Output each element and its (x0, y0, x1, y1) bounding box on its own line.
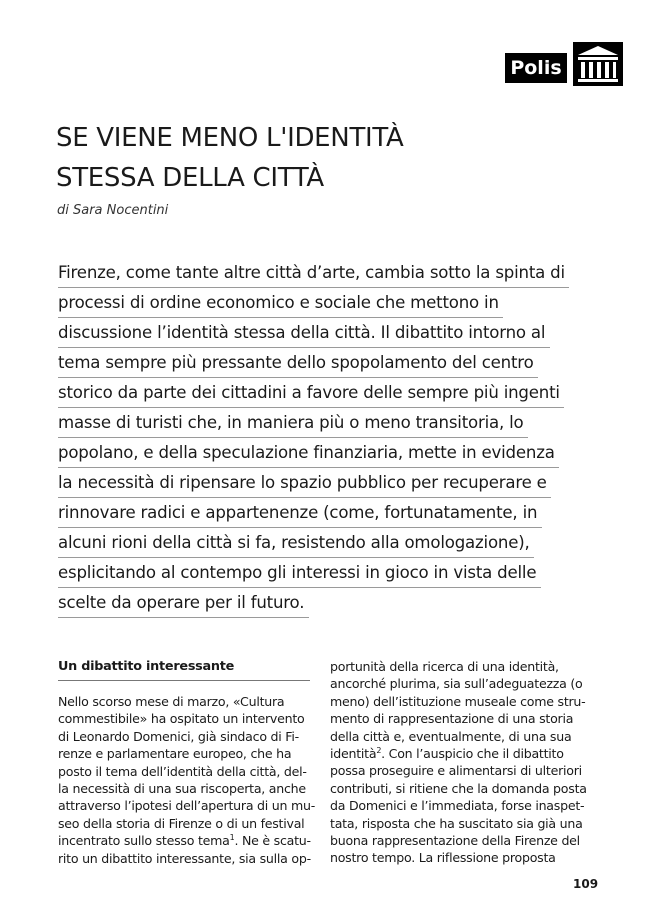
body-line (330, 745, 582, 762)
abstract-line: processi di ordine economico e sociale che mettono in (58, 288, 503, 318)
article-title-line: STESSA DELLA CITTÀ (56, 163, 324, 193)
section-heading: Un dibattito interessante (58, 659, 235, 674)
abstract-line: storico da parte dei cittadini a favore delle sempre più ingenti (58, 378, 564, 408)
body-line: nostro tempo. La riflessione proposta (330, 850, 556, 866)
abstract-line: popolano, e della speculazione finanziaria, mette in evidenza (58, 438, 559, 468)
abstract-line: alcuni rioni della città si fa, resistendo alla omologazione), (58, 528, 534, 558)
article-abstract (58, 258, 568, 618)
article-title (56, 118, 616, 198)
article-author: di Sara Nocentini (57, 203, 169, 218)
body-line: Nello scorso mese di marzo, «Cultura (58, 694, 285, 709)
abstract-line: Firenze, come tante altre città d’arte, cambia sotto la spinta di (58, 258, 569, 288)
body-line: posto il tema dell’identità della città, del- (58, 763, 307, 779)
body-line: ancorché plurima, sia sull’adeguatezza (o (330, 676, 583, 692)
abstract-line: tema sempre più pressante dello spopolamento del centro (58, 348, 538, 378)
body-line: commestibile» ha ospitato un intervento (58, 711, 305, 727)
body-line: rito un dibattito interessante, sia sulla op- (58, 850, 311, 866)
abstract-line: masse di turisti che, in maniera più o meno transitoria, lo (58, 408, 528, 438)
building-columns-icon (572, 41, 624, 87)
body-line-text: . Con l’auspicio che il dibattito (381, 745, 564, 761)
body-line: attraverso l’ipotesi dell’apertura di un mu- (58, 798, 316, 814)
abstract-line: rinnovare radici e appartenenze (come, fortunatamente, in (58, 498, 542, 528)
body-line: della città e, eventualmente, di una sua (330, 728, 572, 744)
abstract-line: esplicitando al contempo gli interessi in gioco in vista delle (58, 558, 541, 588)
body-line: possa proseguire e alimentarsi di ulteriori (330, 763, 582, 779)
body-line: da Domenici e l’immediata, forse inaspet- (330, 798, 585, 814)
footnote-ref-1[interactable]: 1 (229, 832, 235, 842)
body-line: renze e parlamentare europeo, che ha (58, 746, 292, 762)
body-line: mento di rappresentazione di una storia (330, 711, 574, 727)
section-label-polis: Polis (505, 53, 567, 83)
body-line-text: identità (330, 745, 377, 761)
body-column-right (330, 658, 587, 867)
body-line-text: . Ne è scatu- (234, 833, 311, 849)
section-divider (58, 680, 310, 681)
body-line: seo della storia di Firenze o di un festival (58, 815, 305, 831)
body-line: contributi, si ritiene che la domanda posta (330, 780, 587, 796)
body-line: buona rappresentazione della Firenze del (330, 832, 580, 848)
abstract-line: scelte da operare per il futuro. (58, 588, 309, 618)
body-line-text: incentrato sullo stesso tema (58, 833, 230, 849)
body-line: la necessità di una sua riscoperta, anche (58, 780, 306, 796)
body-line (58, 832, 310, 849)
body-line: di Leonardo Domenici, già sindaco di Fi- (58, 728, 299, 744)
footnote-ref-2[interactable]: 2 (376, 745, 382, 755)
body-line: meno) dell’istituzione museale come stru- (330, 693, 586, 709)
abstract-line: la necessità di ripensare lo spazio pubblico per recuperare e (58, 468, 551, 498)
body-column-left (58, 658, 316, 867)
body-line: portunità della ricerca di una identità, (330, 659, 559, 674)
page-number: 109 (573, 877, 599, 891)
article-title-line: SE VIENE MENO L'IDENTITÀ (56, 123, 404, 153)
abstract-line: discussione l’identità stessa della città. Il dibattito intorno al (58, 318, 550, 348)
body-line: tata, risposta che ha suscitato sia già una (330, 815, 583, 831)
